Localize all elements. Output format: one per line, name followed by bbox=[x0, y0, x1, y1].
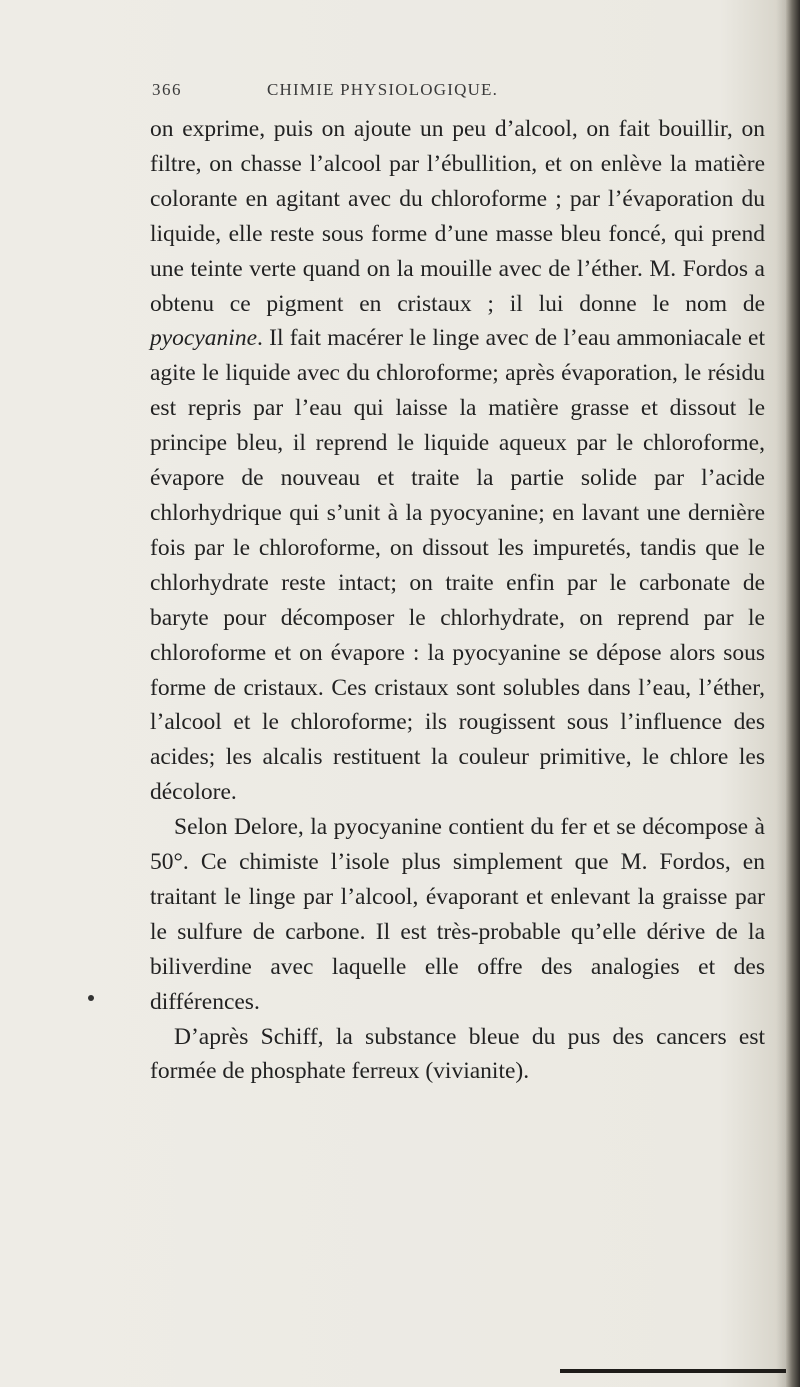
page-number: 366 bbox=[152, 80, 182, 99]
paragraph-1 bbox=[150, 112, 765, 810]
bottom-edge-rule bbox=[560, 1369, 786, 1373]
running-title: CHIMIE PHYSIOLOGIQUE. bbox=[267, 80, 499, 99]
body-text bbox=[150, 112, 765, 1089]
paragraph-1-text-b: . Il fait macérer le linge avec de l’eau ammoniacale et agite le liquide avec du chloroforme; après évaporation, le résidu est repris par l’eau qui laisse la matière grasse et dissout le principe bleu, il reprend le liquide aqueux par le chloroforme, évapore de nouveau et traite la partie solide par l’acide chlorhydrique qui s’unit à la pyocyanine; en lavant une dernière fois par le chloroforme, on dissout les impuretés, tandis que le chlorhydrate reste intact; on traite enfin par le carbonate de baryte pour décomposer le chlorhydrate, on reprend par le chloroforme et on évapore : la pyocyanine se dépose alors sous forme de cristaux. Ces cristaux sont solubles dans l’eau, l’éther, l’alcool et le chloroforme; ils rougissent sous l’influence des acides; les alcalis restituent la couleur primitive, le chlore les décolore. bbox=[150, 325, 765, 806]
paragraph-1-text-a: on exprime, puis on ajoute un peu d’alcool, on fait bouillir, on filtre, on chasse l’alcool par l’ébullition, et on enlève la matière colorante en agitant avec du chloroforme ; par l’évaporation du liquide, elle reste sous forme d’une masse bleu foncé, qui prend une teinte verte quand on la mouille avec de l’éther. M. Fordos a obtenu ce pigment en cristaux ; il lui donne le nom de bbox=[150, 116, 765, 317]
page-gutter-shadow bbox=[786, 0, 800, 1387]
paragraph-2: Selon Delore, la pyocyanine contient du fer et se décompose à 50°. Ce chimiste l’isole plus simplement que M. Fordos, en traitant le linge par l’alcool, évaporant et enlevant la graisse par le sulfure de carbone. Il est très-probable qu’elle dérive de la biliverdine avec laquelle elle offre des analogies et des différences. bbox=[150, 814, 765, 1015]
paragraph-3: D’après Schiff, la substance bleue du pus des cancers est formée de phosphate ferreux (vivianite). bbox=[150, 1023, 765, 1085]
page-header bbox=[152, 80, 762, 110]
margin-speck bbox=[88, 995, 94, 1001]
italic-term: pyocyanine bbox=[150, 325, 258, 352]
